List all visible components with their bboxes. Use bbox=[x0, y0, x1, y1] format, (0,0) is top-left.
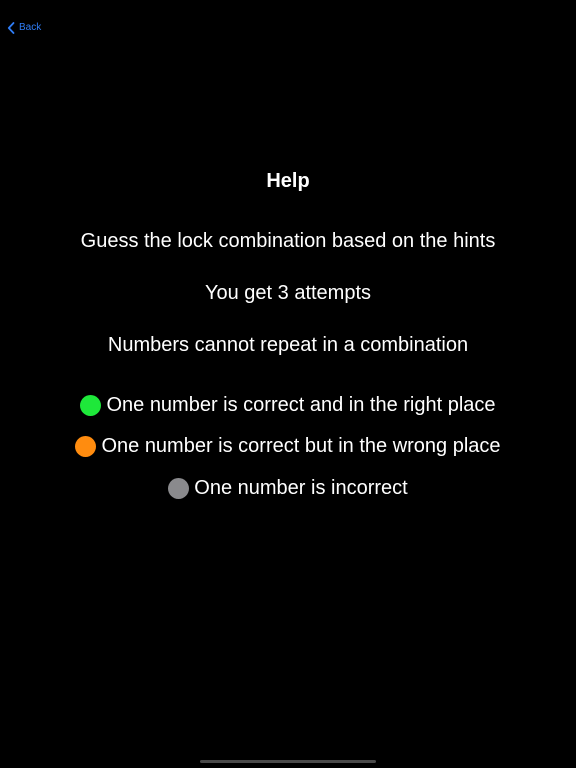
legend-text: One number is correct and in the right place bbox=[106, 394, 496, 416]
back-label: Back bbox=[19, 22, 42, 33]
back-button[interactable] bbox=[7, 20, 41, 36]
legend-item-incorrect bbox=[0, 475, 576, 501]
orange-dot-icon bbox=[75, 436, 96, 457]
page-title: Help bbox=[266, 170, 310, 192]
green-dot-icon bbox=[80, 395, 101, 416]
home-indicator[interactable] bbox=[200, 760, 376, 763]
chevron-left-icon bbox=[7, 22, 15, 34]
help-line-no-repeat: Numbers cannot repeat in a combination bbox=[107, 334, 469, 356]
legend-item-wrong-place bbox=[0, 433, 576, 459]
legend-item-correct-place bbox=[0, 392, 576, 418]
help-line-goal: Guess the lock combination based on the hints bbox=[80, 230, 496, 252]
gray-dot-icon bbox=[168, 478, 189, 499]
legend-text: One number is incorrect bbox=[194, 477, 408, 499]
legend-text: One number is correct but in the wrong place bbox=[101, 435, 501, 457]
help-line-attempts: You get 3 attempts bbox=[204, 282, 372, 304]
